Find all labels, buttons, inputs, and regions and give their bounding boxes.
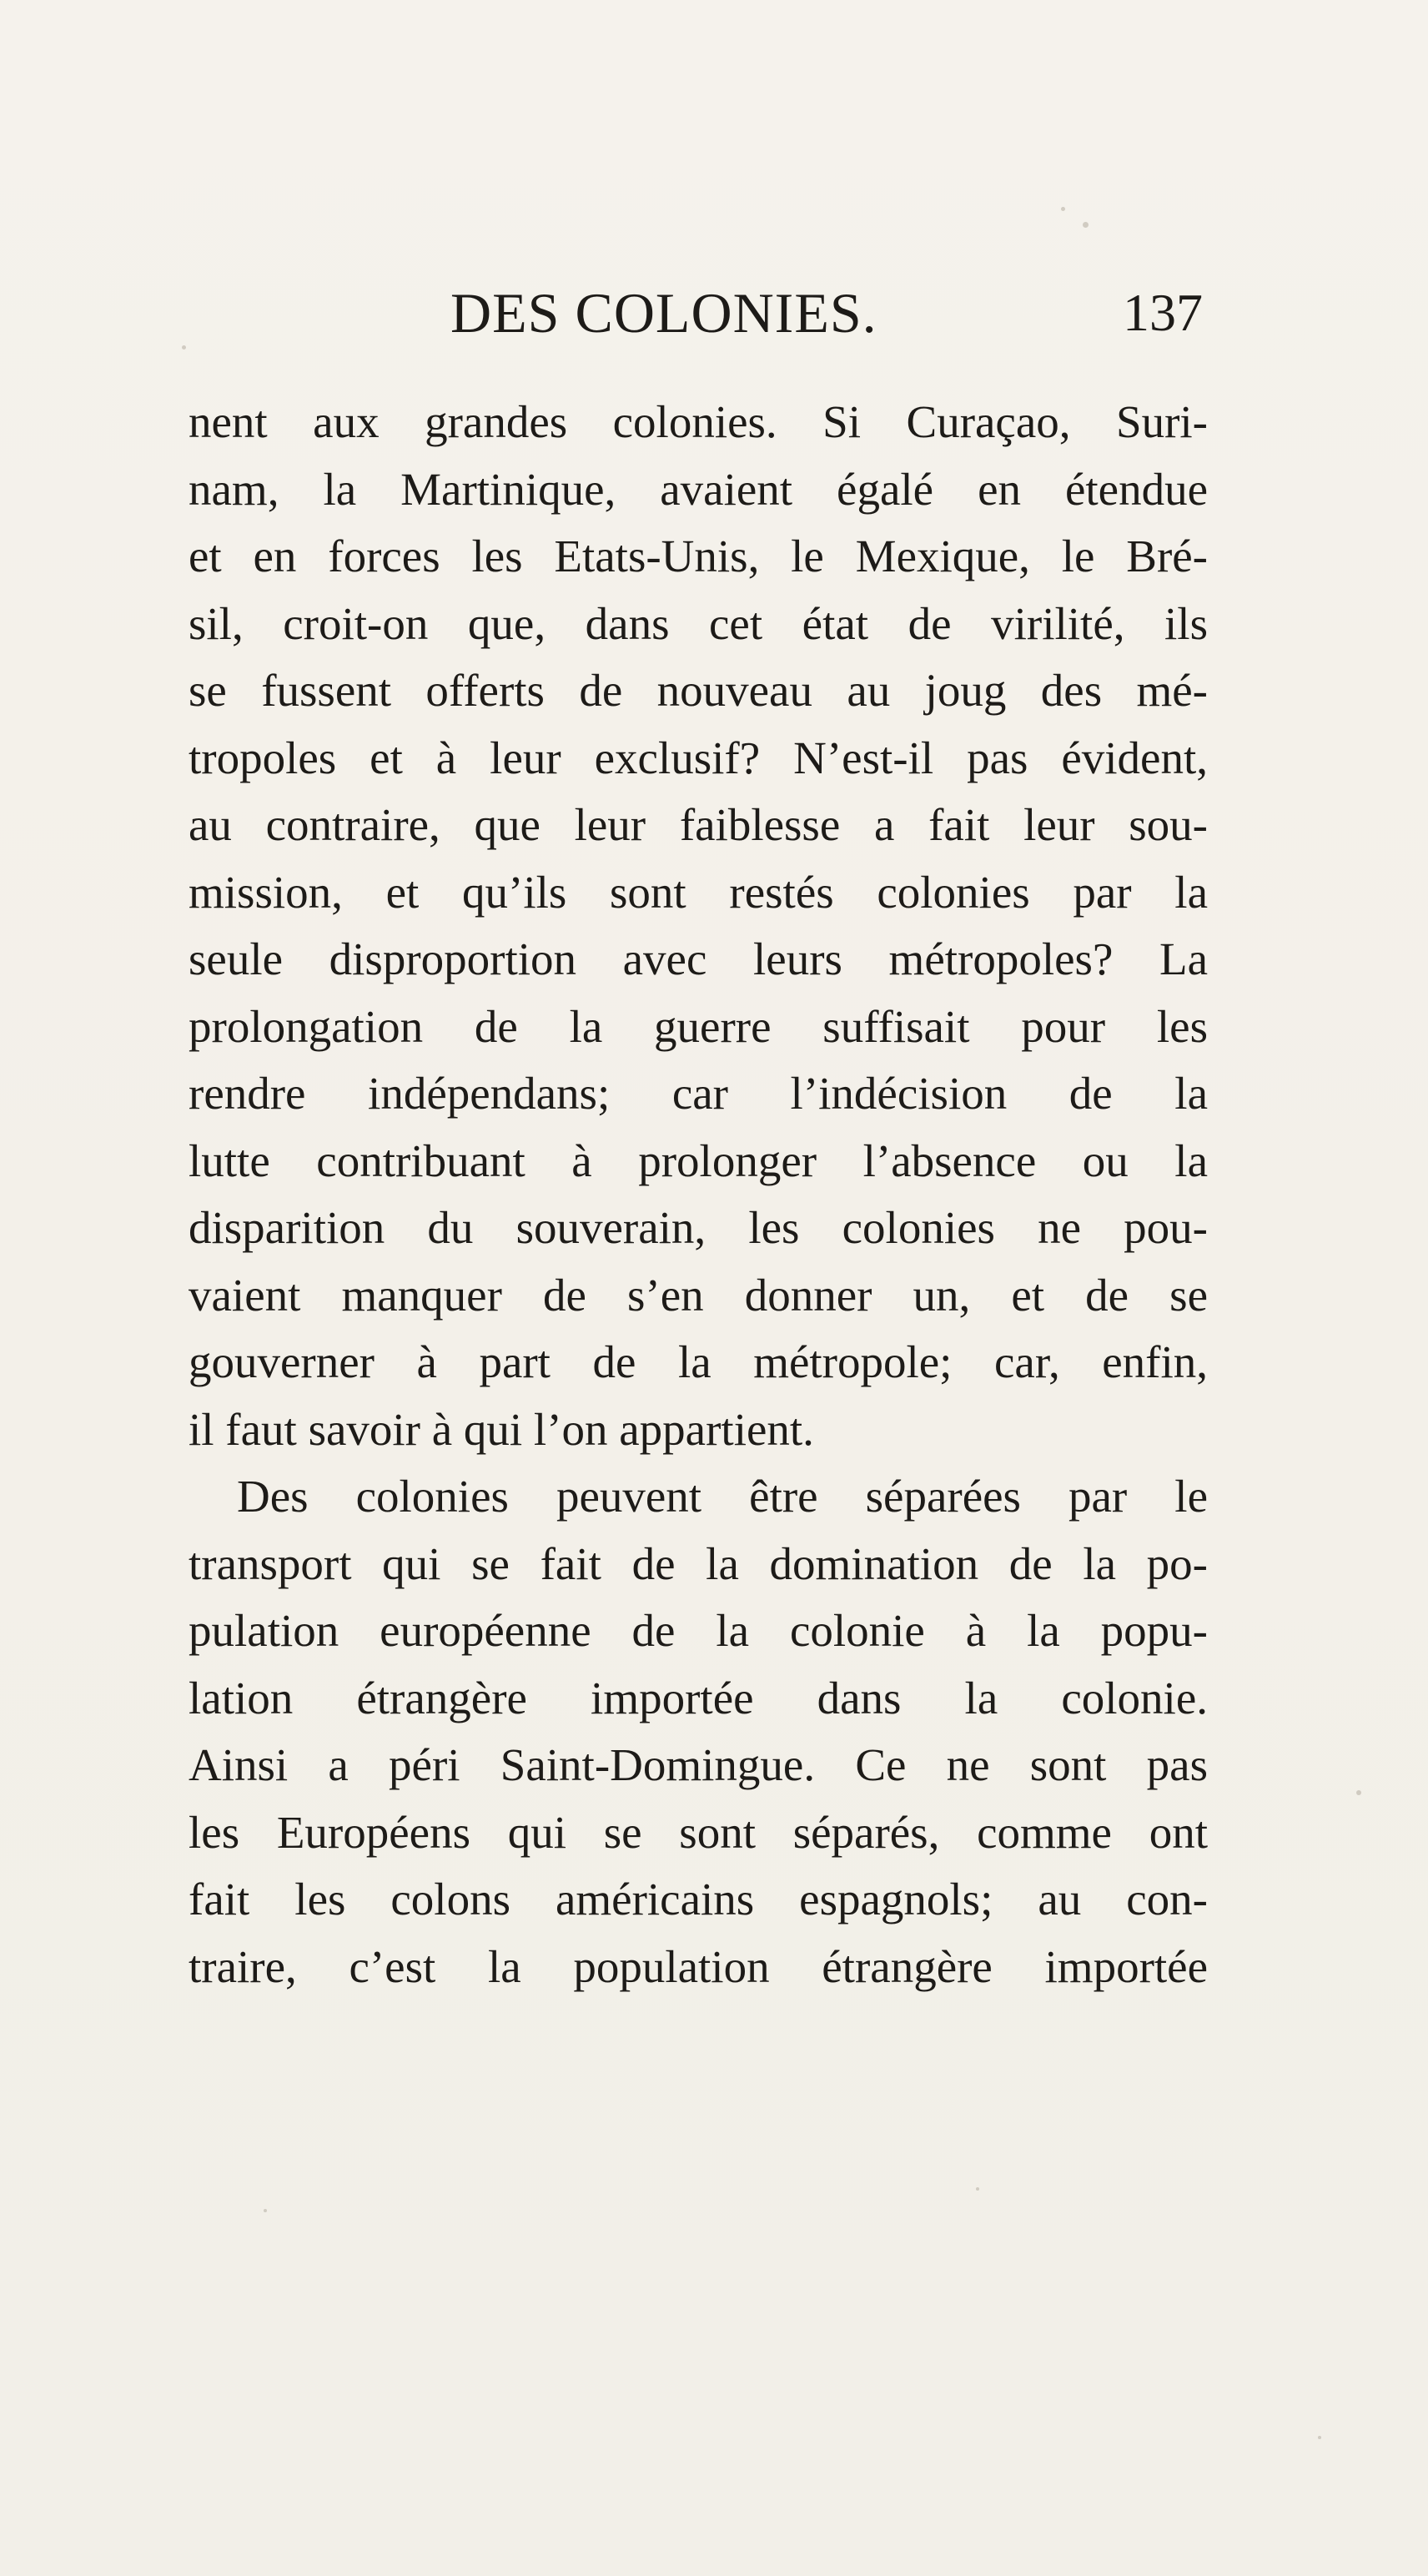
body-text bbox=[189, 389, 1208, 2000]
text-line: les Européens qui se sont séparés, comme ont bbox=[189, 1806, 1208, 1858]
text-line: transport qui se fait de la domination de la po- bbox=[189, 1537, 1208, 1589]
text-line: se fussent offerts de nouveau au joug des mé- bbox=[189, 665, 1208, 716]
page-number: 137 bbox=[1123, 283, 1203, 342]
text-line: il faut savoir à qui l’on appartient. bbox=[189, 1403, 814, 1455]
text-line: tropoles et à leur exclusif? N’est-il pas évident, bbox=[189, 732, 1208, 783]
text-line: disparition du souverain, les colonies ne pou- bbox=[189, 1202, 1208, 1253]
page-header bbox=[192, 275, 1203, 350]
paper-speck bbox=[976, 2187, 979, 2191]
text-line: lutte contribuant à prolonger l’absence ou la bbox=[189, 1135, 1208, 1186]
paper-speck bbox=[1318, 2436, 1321, 2439]
paper-speck bbox=[1356, 1790, 1361, 1795]
paper-speck bbox=[264, 2209, 267, 2212]
text-line: prolongation de la guerre suffisait pour les bbox=[189, 1000, 1208, 1052]
running-head: DES COLONIES. bbox=[450, 281, 877, 345]
text-line: et en forces les Etats-Unis, le Mexique, le Bré- bbox=[189, 531, 1208, 581]
text-line: sil, croit-on que, dans cet état de virilité, ils bbox=[189, 597, 1208, 649]
text-line: pulation européenne de la colonie à la popu- bbox=[189, 1605, 1208, 1656]
text-line: mission, et qu’ils sont restés colonies par la bbox=[189, 866, 1208, 918]
text-line: Des colonies peuvent être séparées par le bbox=[237, 1471, 1208, 1522]
paper-speck bbox=[1061, 207, 1065, 211]
paper-speck bbox=[182, 345, 186, 350]
text-line: nent aux grandes colonies. Si Curaçao, Suri- bbox=[189, 396, 1208, 447]
text-line: gouverner à part de la métropole; car, enfin, bbox=[189, 1336, 1208, 1387]
paragraph-2 bbox=[189, 1463, 1208, 2000]
paragraph-1 bbox=[189, 389, 1208, 1463]
text-line: rendre indépendans; car l’indécision de la bbox=[189, 1068, 1208, 1119]
text-line: traire, c’est la population étrangère importée bbox=[189, 1940, 1208, 1992]
text-line: Ainsi a péri Saint-Domingue. Ce ne sont pas bbox=[189, 1739, 1208, 1790]
text-line: nam, la Martinique, avaient égalé en étendue bbox=[189, 463, 1208, 515]
text-line: lation étrangère importée dans la colonie. bbox=[189, 1672, 1208, 1723]
text-line: fait les colons américains espagnols; au con- bbox=[189, 1874, 1208, 1924]
text-line: seule disproportion avec leurs métropoles? La bbox=[189, 933, 1208, 984]
text-line: au contraire, que leur faiblesse a fait leur sou- bbox=[189, 799, 1208, 850]
paper-speck bbox=[1083, 222, 1089, 228]
text-line: vaient manquer de s’en donner un, et de se bbox=[189, 1269, 1208, 1321]
